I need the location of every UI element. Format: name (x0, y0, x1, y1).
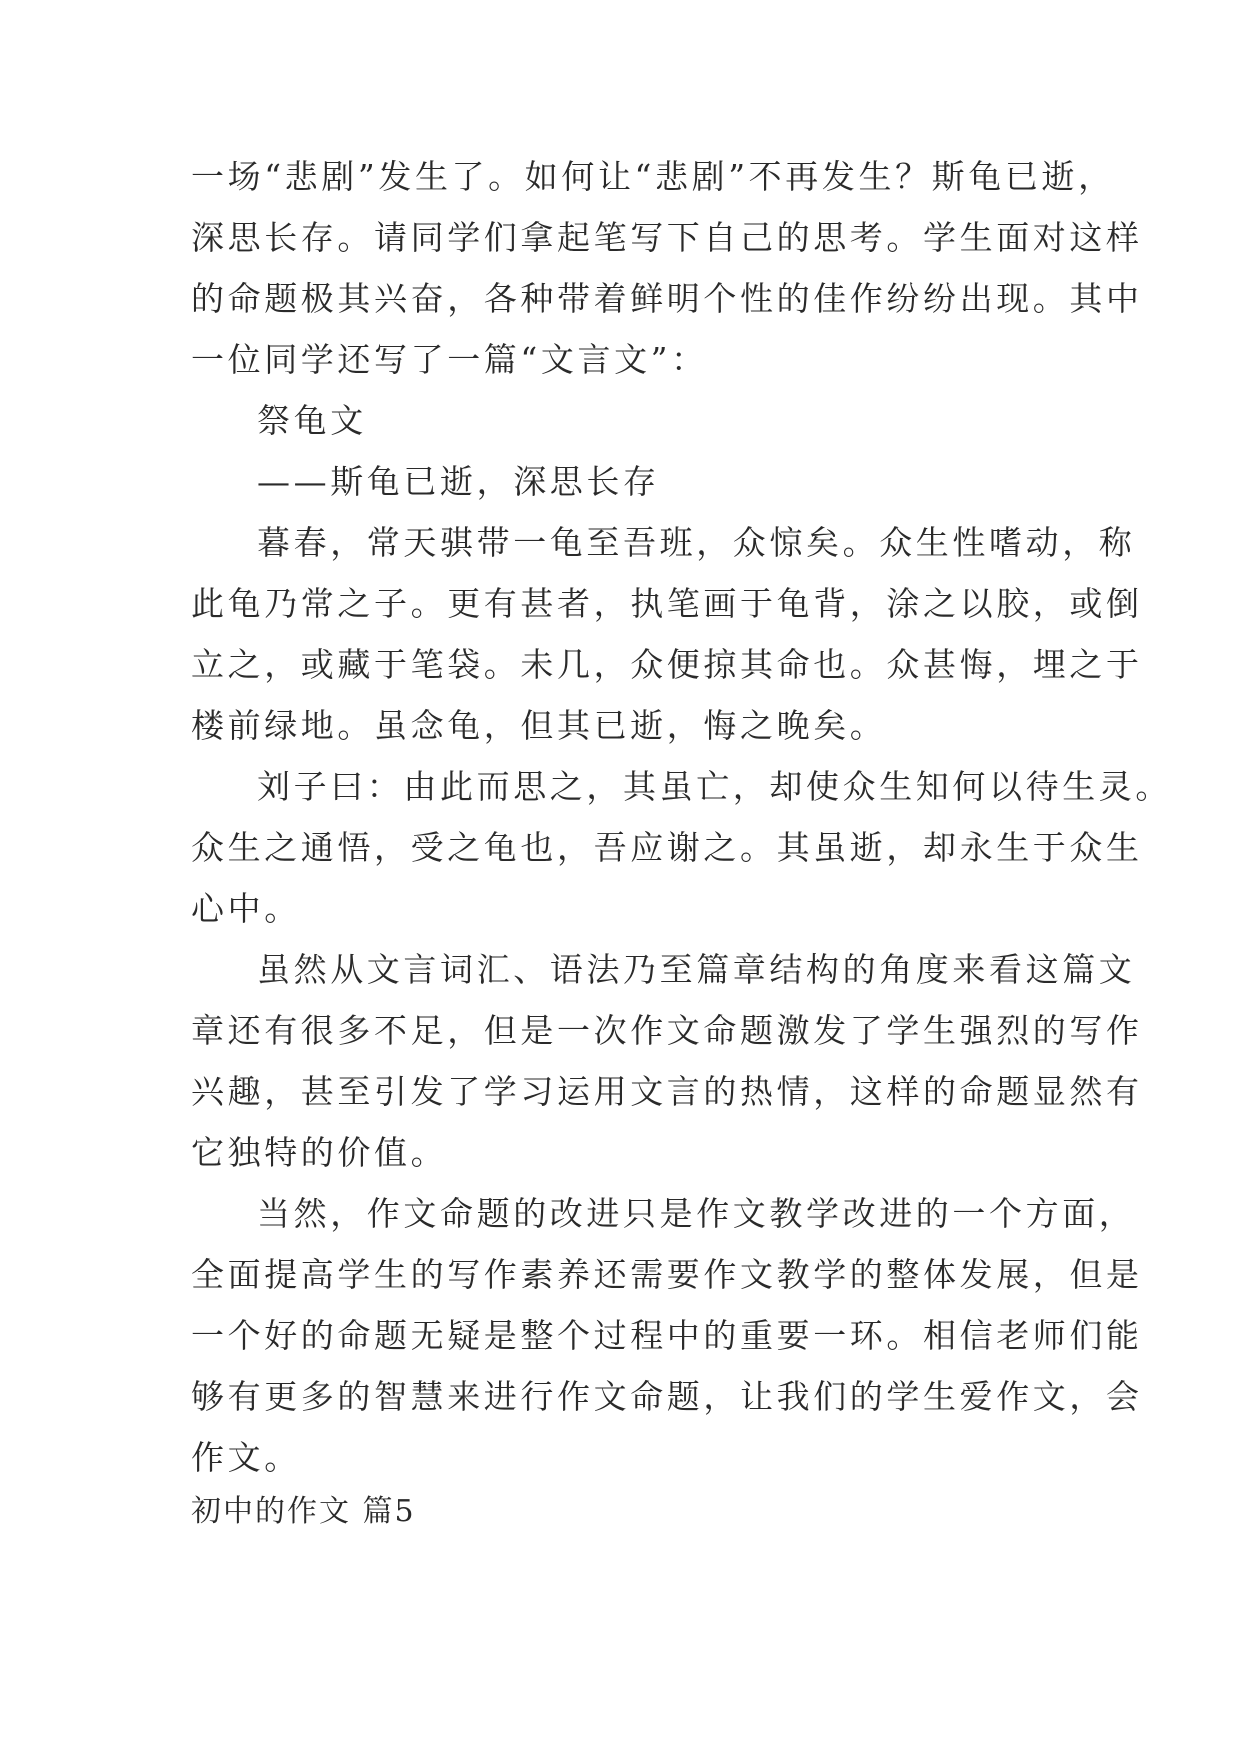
essay-title: 祭龟文 (257, 401, 367, 440)
paragraph-line: 众生之通悟，受之龟也，吾应谢之。其虽逝，却永生于众生 (191, 828, 1143, 867)
paragraph-line: 一位同学还写了一篇“文言文”： (191, 340, 708, 379)
section-heading: 初中的作文 篇5 (191, 1494, 416, 1529)
paragraph-line: 兴趣，甚至引发了学习运用文言的热情，这样的命题显然有 (191, 1072, 1143, 1111)
paragraph-line: 一场“悲剧”发生了。如何让“悲剧”不再发生？斯龟已逝， (191, 157, 1115, 196)
paragraph-line: 当然，作文命题的改进只是作文教学改进的一个方面， (257, 1194, 1136, 1233)
paragraph-line: 作文。 (191, 1438, 301, 1477)
paragraph-line: 楼前绿地。虽念龟，但其已逝，悔之晚矣。 (191, 706, 887, 745)
paragraph-line: 一个好的命题无疑是整个过程中的重要一环。相信老师们能 (191, 1316, 1143, 1355)
paragraph-line: 心中。 (191, 889, 301, 928)
paragraph-line: 够有更多的智慧来进行作文命题，让我们的学生爱作文，会 (191, 1377, 1143, 1416)
paragraph-line: 此龟乃常之子。更有甚者，执笔画于龟背，涂之以胶，或倒 (191, 584, 1143, 623)
paragraph-line: 刘子曰：由此而思之，其虽亡，却使众生知何以待生灵。 (257, 767, 1172, 806)
paragraph-line: 它独特的价值。 (191, 1133, 448, 1172)
paragraph-line: 虽然从文言词汇、语法乃至篇章结构的角度来看这篇文 (257, 950, 1136, 989)
paragraph-line: 立之，或藏于笔袋。未几，众便掠其命也。众甚悔，埋之于 (191, 645, 1143, 684)
paragraph-line: 暮春，常天骐带一龟至吾班，众惊矣。众生性嗜动，称 (257, 523, 1136, 562)
paragraph-line: 的命题极其兴奋，各种带着鲜明个性的佳作纷纷出现。其中 (191, 279, 1143, 318)
paragraph-line: 章还有很多不足，但是一次作文命题激发了学生强烈的写作 (191, 1011, 1143, 1050)
paragraph-line: 深思长存。请同学们拿起笔写下自己的思考。学生面对这样 (191, 218, 1143, 257)
document-body (191, 146, 1172, 1488)
essay-subtitle: ——斯龟已逝，深思长存 (257, 462, 660, 501)
paragraph-line: 全面提高学生的写作素养还需要作文教学的整体发展，但是 (191, 1255, 1143, 1294)
